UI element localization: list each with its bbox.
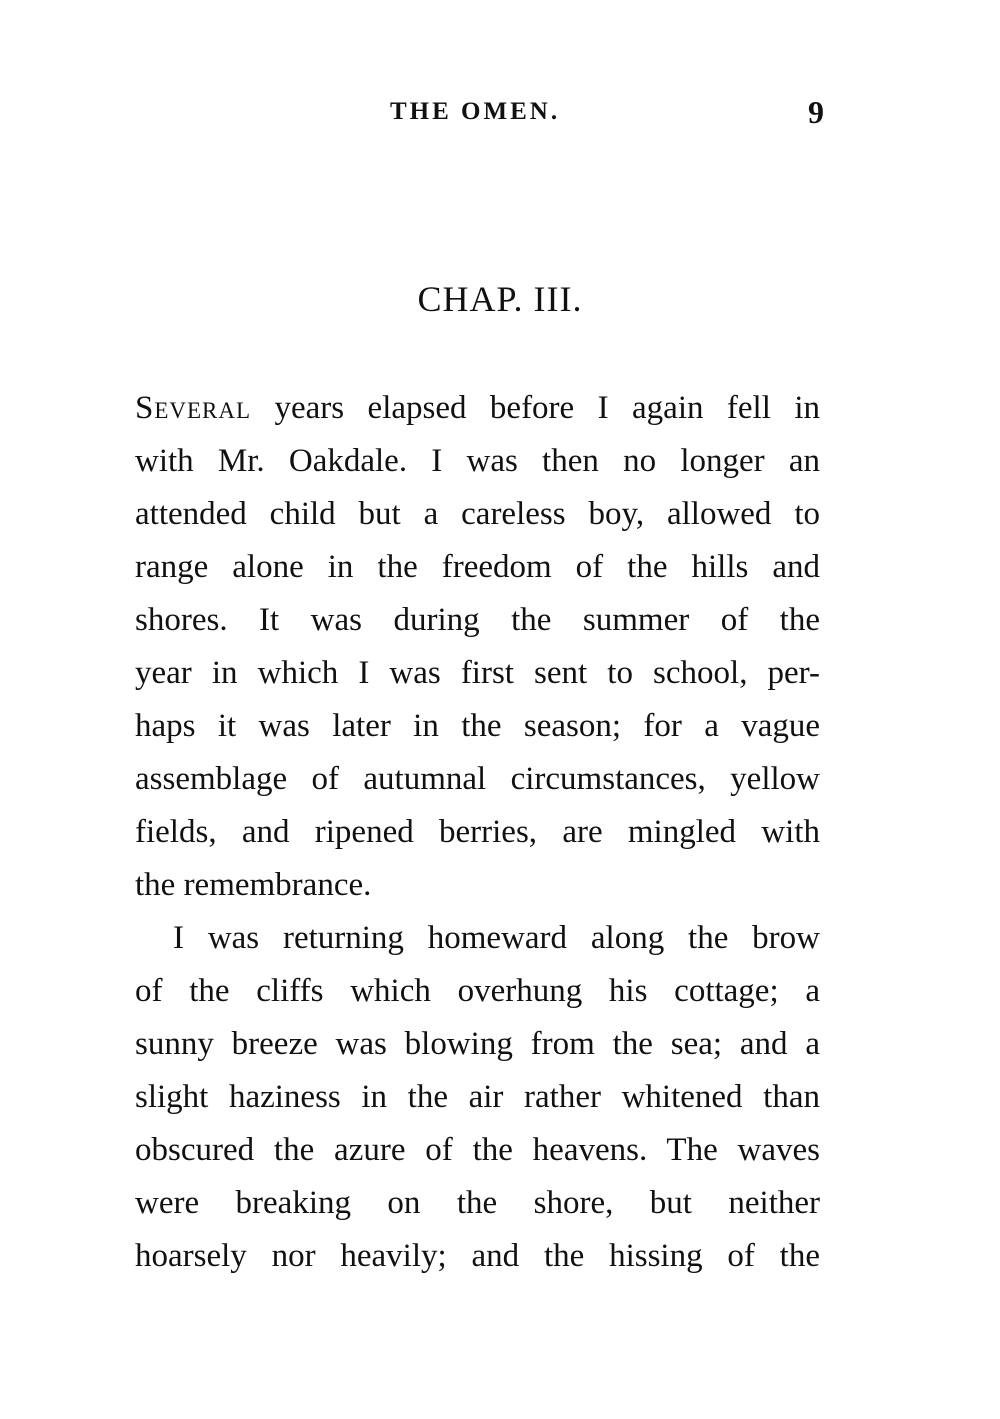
text-line: shores. It was during the summer of the	[135, 602, 820, 638]
text-line-content: years elapsed before I again fell in	[251, 390, 820, 426]
text-line: haps it was later in the season; for a vague	[135, 708, 820, 744]
text-line: were breaking on the shore, but neither	[135, 1185, 820, 1221]
running-head	[0, 94, 1000, 138]
text-line: obscured the azure of the heavens. The waves	[135, 1132, 820, 1168]
page-number: 9	[808, 94, 824, 130]
text-line: slight haziness in the air rather whitened than	[135, 1079, 820, 1115]
text-line: assemblage of autumnal circumstances, yellow	[135, 761, 820, 797]
text-line: range alone in the freedom of the hills and	[135, 549, 820, 585]
chapter-heading: CHAP. III.	[417, 279, 583, 319]
text-line: year in which I was first sent to school, per-	[135, 655, 820, 691]
text-line: the remembrance.	[135, 867, 372, 903]
text-line: hoarsely nor heavily; and the hissing of the	[135, 1238, 820, 1274]
drop-lead-word: Several	[135, 390, 252, 426]
text-line: with Mr. Oakdale. I was then no longer an	[135, 443, 820, 479]
text-line: fields, and ripened berries, are mingled with	[135, 814, 820, 850]
text-line: attended child but a careless boy, allowed to	[135, 496, 820, 532]
text-line: I was returning homeward along the brow	[173, 920, 820, 956]
text-line: sunny breeze was blowing from the sea; and a	[135, 1026, 820, 1062]
running-title: THE OMEN.	[390, 98, 561, 125]
text-line: of the cliffs which overhung his cottage; a	[135, 973, 820, 1009]
text-line	[135, 382, 820, 435]
body-text	[135, 382, 820, 1283]
